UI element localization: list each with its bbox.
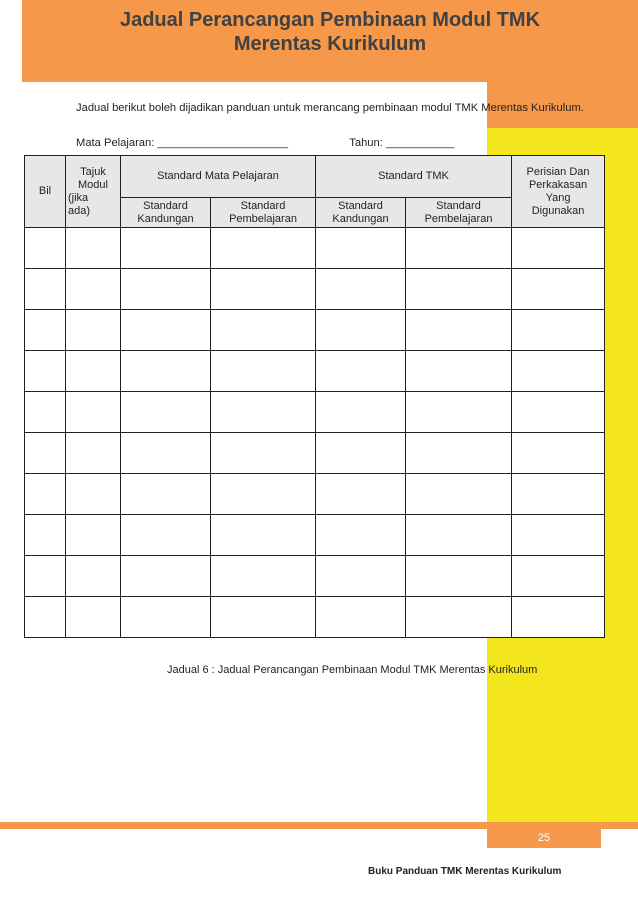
table-cell [25, 392, 66, 433]
table-cell [121, 597, 211, 638]
table-cell [121, 269, 211, 310]
header-bil: Bil [25, 156, 66, 228]
table-cell [406, 433, 512, 474]
table-cell [121, 474, 211, 515]
year-blank: ___________ [385, 137, 455, 149]
table-cell [66, 597, 121, 638]
table-cell [406, 597, 512, 638]
table-cell [25, 556, 66, 597]
table-cell [66, 515, 121, 556]
table-cell [25, 351, 66, 392]
table-cell [512, 433, 605, 474]
table-cell [512, 269, 605, 310]
header-standard-mata-pelajaran: Standard Mata Pelajaran [121, 156, 316, 198]
table-cell [121, 392, 211, 433]
table-cell [121, 515, 211, 556]
table-cell [121, 556, 211, 597]
page-title [22, 8, 638, 56]
table-cell [406, 474, 512, 515]
table-cell [25, 515, 66, 556]
page-title-line1: Jadual Perancangan Pembinaan Modul TMK [119, 9, 541, 31]
table-cell [66, 351, 121, 392]
table-cell [316, 228, 406, 269]
table-cell [66, 474, 121, 515]
table-cell [25, 433, 66, 474]
header-smp-standard-pembelajaran: Standard Pembelajaran [211, 198, 316, 228]
table-cell [66, 392, 121, 433]
form-fields [76, 137, 454, 149]
table-body [25, 228, 605, 638]
table-cell [25, 597, 66, 638]
table-cell [25, 269, 66, 310]
header-smp-standard-kandungan: Standard Kandungan [121, 198, 211, 228]
table-row [25, 269, 605, 310]
table-cell [66, 556, 121, 597]
table-cell [25, 474, 66, 515]
planning-table [24, 155, 605, 638]
table-row [25, 474, 605, 515]
intro-text: Jadual berikut boleh dijadikan panduan untuk merancang pembinaan modul TMK Merentas Kurikulum. [76, 102, 584, 114]
table-cell [406, 351, 512, 392]
table-cell [66, 269, 121, 310]
table-cell [512, 556, 605, 597]
page-number: 25 [487, 829, 601, 848]
table-cell [25, 228, 66, 269]
table-cell [316, 433, 406, 474]
table-cell [512, 474, 605, 515]
table-caption: Jadual 6 : Jadual Perancangan Pembinaan Modul TMK Merentas Kurikulum [167, 664, 538, 676]
table-cell [211, 515, 316, 556]
table-cell [211, 556, 316, 597]
year-label: Tahun: [349, 137, 383, 149]
table-cell [406, 515, 512, 556]
table-cell [512, 228, 605, 269]
table-row [25, 310, 605, 351]
table-cell [66, 228, 121, 269]
table-cell [316, 310, 406, 351]
table-cell [406, 556, 512, 597]
table-cell [406, 392, 512, 433]
table-cell [121, 433, 211, 474]
table-row [25, 556, 605, 597]
page-title-line2: Merentas Kurikulum [233, 33, 427, 55]
table-cell [211, 351, 316, 392]
subject-blank: _____________________ [157, 137, 289, 149]
table-cell [121, 228, 211, 269]
table-cell [316, 351, 406, 392]
header-tajuk-modul: Tajuk Modul (jika ada) [66, 156, 121, 228]
table-row [25, 515, 605, 556]
header-tmk-standard-pembelajaran: Standard Pembelajaran [406, 198, 512, 228]
table-cell [316, 392, 406, 433]
table-cell [512, 310, 605, 351]
table-cell [406, 228, 512, 269]
header-tmk-standard-kandungan: Standard Kandungan [316, 198, 406, 228]
subject-label: Mata Pelajaran: [76, 137, 155, 149]
table-row [25, 433, 605, 474]
footer-orange-line [0, 822, 638, 829]
table-cell [406, 310, 512, 351]
table-cell [121, 351, 211, 392]
header-standard-tmk: Standard TMK [316, 156, 512, 198]
table-cell [66, 433, 121, 474]
table-cell [121, 310, 211, 351]
table-cell [25, 310, 66, 351]
book-title: Buku Panduan TMK Merentas Kurikulum [368, 866, 562, 877]
table-cell [406, 269, 512, 310]
table-row [25, 228, 605, 269]
header-perisian: Perisian Dan Perkakasan Yang Digunakan [512, 156, 605, 228]
table-cell [211, 228, 316, 269]
table-cell [211, 474, 316, 515]
table-cell [316, 474, 406, 515]
table-cell [512, 351, 605, 392]
table-cell [512, 392, 605, 433]
table-cell [211, 392, 316, 433]
table-cell [211, 269, 316, 310]
table-cell [316, 597, 406, 638]
table-cell [512, 597, 605, 638]
table-cell [211, 310, 316, 351]
table-cell [66, 310, 121, 351]
table-cell [316, 556, 406, 597]
table-cell [512, 515, 605, 556]
table-cell [316, 269, 406, 310]
table-row [25, 597, 605, 638]
table-cell [316, 515, 406, 556]
table-row [25, 392, 605, 433]
table-cell [211, 597, 316, 638]
table-row [25, 351, 605, 392]
table-cell [211, 433, 316, 474]
